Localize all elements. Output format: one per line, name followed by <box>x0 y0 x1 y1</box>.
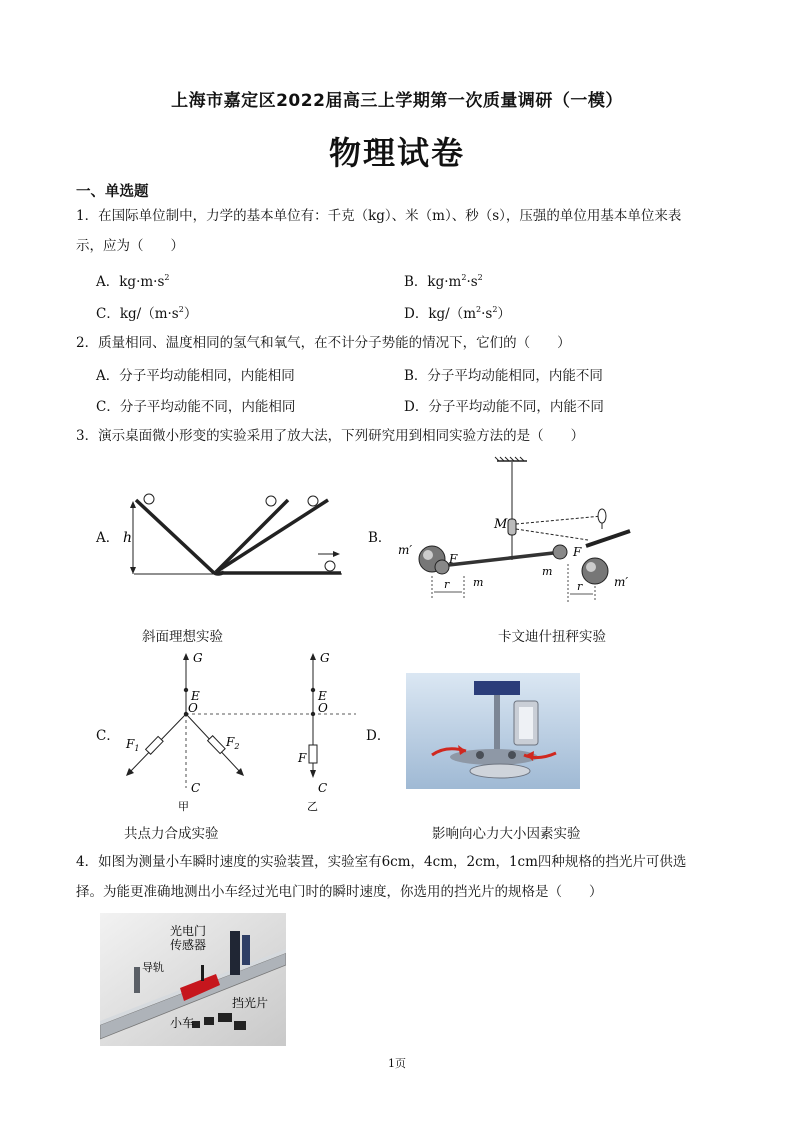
question-4-line-1: 4．如图为测量小车瞬时速度的实验装置，实验室有6cm，4cm，2cm，1cm四种规格的挡光片可供选 <box>76 854 687 870</box>
page-number: 1页 <box>388 1057 406 1070</box>
fig-a-caption: 斜面理想实验 <box>142 629 223 645</box>
section-heading: 一、单选题 <box>76 184 149 200</box>
question-2-line-1: 2．质量相同、温度相同的氢气和氧气，在不计分子势能的情况下，它们的（ ） <box>76 335 571 351</box>
inclined-plane-diagram <box>118 488 350 580</box>
fig-b-caption: 卡文迪什扭秤实验 <box>498 629 606 645</box>
distance-label: r <box>444 578 450 591</box>
point-c-label: C <box>318 781 328 795</box>
fig-d-caption: 影响向心力大小因素实验 <box>432 826 581 842</box>
paper-title: 物理试卷 <box>328 134 465 172</box>
fig-c-caption: 共点力合成实验 <box>124 826 219 842</box>
figure-jia-label: 甲 <box>178 800 189 813</box>
ball <box>144 494 154 504</box>
question-4-line-2: 择。为能更准确地测出小车经过光电门时的瞬时速度，你选用的挡光片的规格是（ ） <box>76 884 603 900</box>
ball <box>266 496 276 506</box>
sensor-label: 传感器 <box>170 938 207 952</box>
force-label: F <box>573 545 582 559</box>
force-label: F <box>449 552 458 566</box>
figure-yi-label: 乙 <box>307 800 318 813</box>
q3-option-d-label[interactable]: D． <box>366 728 391 744</box>
torsion-balance-diagram <box>392 456 640 606</box>
small-mass-label: m <box>473 576 484 589</box>
scale-ruler <box>586 531 630 546</box>
height-label: h <box>123 530 133 546</box>
exam-title: 上海市嘉定区2022届高三上学期第一次质量调研（一模） <box>171 91 623 111</box>
spring-scale <box>146 736 164 754</box>
point-e-label: E <box>191 689 200 703</box>
track-label: 导轨 <box>142 961 164 974</box>
question-3-line-1: 3．演示桌面微小形变的实验采用了放大法，下列研究用到相同实验方法的是（ ） <box>76 428 585 444</box>
question-1-line-1: 1．在国际单位制中，力学的基本单位有：千克（kg）、米（m）、秒（s），压强的单位用基本单位来表 <box>76 208 682 224</box>
force-f2-label: $F_2$ <box>226 735 240 751</box>
q3-option-c-label[interactable]: C． <box>96 728 120 744</box>
gate-label: 光电门 <box>170 924 207 938</box>
flag-label: 挡光片 <box>232 996 269 1010</box>
q2-option-a[interactable]: A．分子平均动能相同，内能相同 <box>96 368 295 384</box>
point-g-label: G <box>193 651 203 665</box>
point-g-label: G <box>320 651 330 665</box>
q1-option-d[interactable]: D．$kg/(m^2\cdot s^2)$ <box>404 305 511 322</box>
q3-option-b-label[interactable]: B． <box>368 530 392 546</box>
point-o-label: O <box>318 701 328 715</box>
light-flag <box>201 965 204 981</box>
point-c-label: C <box>191 781 201 795</box>
question-1-line-2: 示，应为（ ） <box>76 238 184 254</box>
q1-option-b[interactable]: B．$kg\cdot m^2\cdot s^2$ <box>404 273 483 290</box>
small-sphere <box>553 545 567 559</box>
large-mass-label: m′ <box>614 575 629 589</box>
mirror <box>508 519 516 535</box>
mirror-label: M <box>494 517 508 532</box>
light-source <box>598 509 606 523</box>
large-mass-label: m′ <box>398 543 413 557</box>
point-e-label: E <box>318 689 327 703</box>
distance-label: r <box>577 580 583 593</box>
torsion-rod <box>440 552 562 566</box>
ball <box>308 496 318 506</box>
ball <box>325 561 335 571</box>
cart-label: 小车 <box>170 1016 195 1030</box>
spring-scale <box>208 736 226 754</box>
q2-option-b[interactable]: B．分子平均动能相同，内能不同 <box>404 368 603 384</box>
photogate-apparatus-photo <box>100 913 286 1046</box>
q1-option-c[interactable]: C．$kg/(m\cdot s^2)$ <box>96 305 198 322</box>
small-mass-label: m <box>542 565 553 578</box>
spring-scale <box>309 745 317 763</box>
large-sphere <box>582 558 608 584</box>
q2-option-c[interactable]: C．分子平均动能不同，内能相同 <box>96 399 296 415</box>
centripetal-force-apparatus-photo <box>406 673 580 789</box>
q1-option-a[interactable]: A．$kg\cdot m\cdot s^2$ <box>96 273 170 290</box>
force-f1-label: $F_1$ <box>126 737 140 753</box>
force-composition-diagram <box>118 648 358 814</box>
force-f-label: F <box>298 751 307 765</box>
q3-option-a-label[interactable]: A． <box>96 530 120 546</box>
photogate-sensor <box>230 931 240 975</box>
q2-option-d[interactable]: D．分子平均动能不同，内能不同 <box>404 399 604 415</box>
small-sphere <box>435 560 449 574</box>
point-o-label: O <box>188 701 198 715</box>
